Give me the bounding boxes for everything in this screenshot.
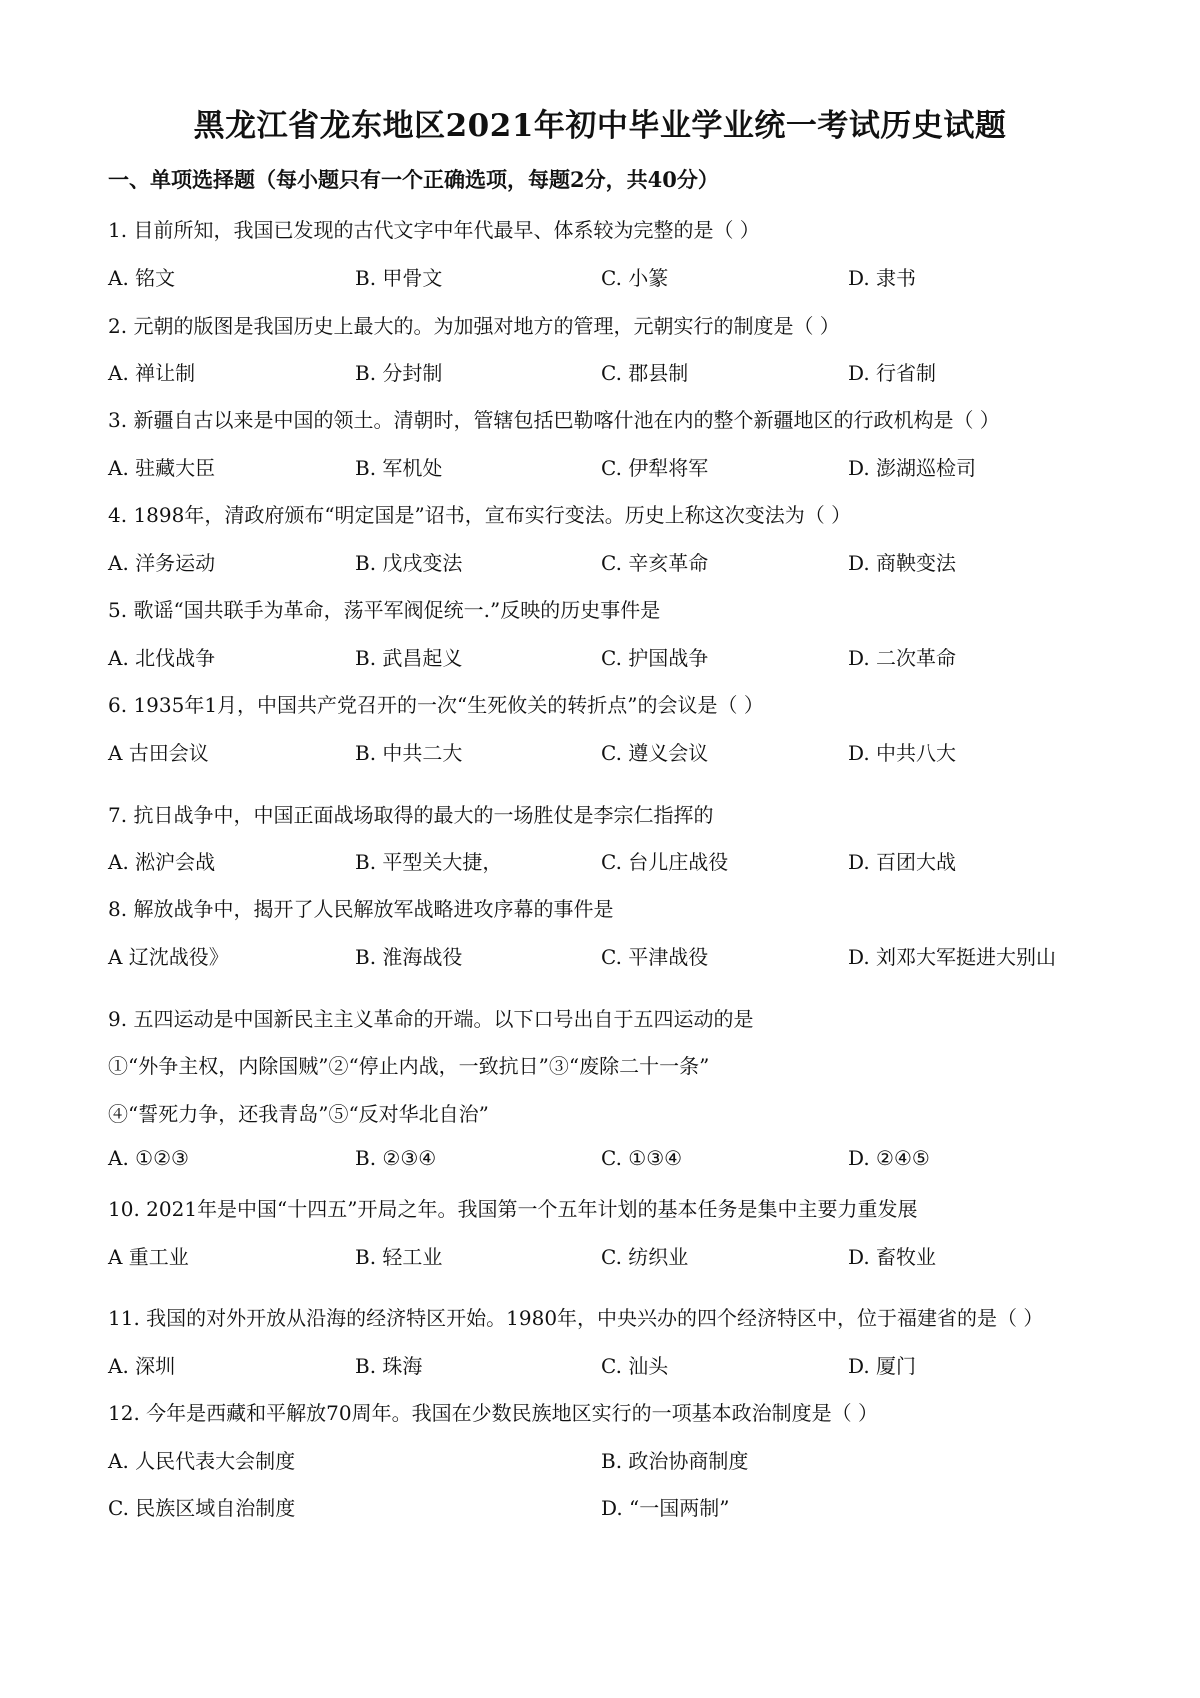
question-3-option-a: A. 驻藏大臣 bbox=[108, 456, 216, 480]
question-1-stem: 1. 目前所知，我国已发现的古代文字中年代最早、体系较为完整的是（ ） bbox=[108, 218, 760, 242]
question-6-stem: 6. 1935年1月，中国共产党召开的一次“生死攸关的转折点”的会议是（ ） bbox=[108, 693, 764, 717]
question-7-option-b: B. 平型关大捷， bbox=[355, 850, 503, 874]
question-11-stem: 11. 我国的对外开放从沿海的经济特区开始。1980年，中央兴办的四个经济特区中，位于福建省的是（ ） bbox=[108, 1306, 1044, 1330]
question-9-stem: 9. 五四运动是中国新民主主义革命的开端。以下口号出自于五四运动的是 bbox=[108, 1007, 754, 1031]
question-9-statements-line-2: ④“誓死力争，还我青岛”⑤“反对华北自治” bbox=[108, 1102, 489, 1126]
question-12-option-c: C. 民族区域自治制度 bbox=[108, 1496, 296, 1520]
question-7-stem: 7. 抗日战争中，中国正面战场取得的最大的一场胜仗是李宗仁指挥的 bbox=[108, 803, 714, 827]
question-1-option-b: B. 甲骨文 bbox=[355, 266, 443, 290]
question-9-option-a: A. ①②③ bbox=[108, 1146, 189, 1170]
question-7-option-a: A. 淞沪会战 bbox=[108, 850, 216, 874]
question-10-stem: 10. 2021年是中国“十四五”开局之年。我国第一个五年计划的基本任务是集中主要力重发展 bbox=[108, 1197, 918, 1221]
question-7-option-c: C. 台儿庄战役 bbox=[601, 850, 729, 874]
question-5-option-b: B. 武昌起义 bbox=[355, 646, 463, 670]
question-6-option-c: C. 遵义会议 bbox=[601, 741, 709, 765]
question-10-option-d: D. 畜牧业 bbox=[848, 1245, 937, 1269]
question-9-option-c: C. ①③④ bbox=[601, 1146, 683, 1170]
question-1-option-d: D. 隶书 bbox=[848, 266, 917, 290]
exam-title: 黑龙江省龙东地区2021年初中毕业学业统一考试历史试题 bbox=[193, 108, 1007, 144]
question-5-stem: 5. 歌谣“国共联手为革命，荡平军阀促统一.”反映的历史事件是 bbox=[108, 598, 661, 622]
question-6-option-d: D. 中共八大 bbox=[848, 741, 957, 765]
question-3-option-b: B. 军机处 bbox=[355, 456, 443, 480]
question-12-option-b: B. 政治协商制度 bbox=[601, 1449, 749, 1473]
question-9-option-d: D. ②④⑤ bbox=[848, 1146, 930, 1170]
question-4-stem: 4. 1898年，清政府颁布“明定国是”诏书，宣布实行变法。历史上称这次变法为（ ） bbox=[108, 503, 852, 527]
question-2-option-b: B. 分封制 bbox=[355, 361, 443, 385]
question-10-option-c: C. 纺织业 bbox=[601, 1245, 689, 1269]
question-11-option-a: A. 深圳 bbox=[108, 1354, 176, 1378]
question-4-option-d: D. 商鞅变法 bbox=[848, 551, 957, 575]
question-9-statements-line-1: ①“外争主权，内除国贼”②“停止内战，一致抗日”③“废除二十一条” bbox=[108, 1054, 710, 1078]
question-4-option-a: A. 洋务运动 bbox=[108, 551, 216, 575]
question-3-option-d: D. 澎湖巡检司 bbox=[848, 456, 977, 480]
question-4-option-b: B. 戊戌变法 bbox=[355, 551, 463, 575]
question-5-option-c: C. 护国战争 bbox=[601, 646, 709, 670]
question-8-option-a: A 辽沈战役》 bbox=[108, 945, 229, 969]
question-8-option-d: D. 刘邓大军挺进大别山 bbox=[848, 945, 1057, 969]
question-2-option-d: D. 行省制 bbox=[848, 361, 937, 385]
question-10-option-b: B. 轻工业 bbox=[355, 1245, 443, 1269]
question-12-option-d: D. “一国两制” bbox=[601, 1496, 730, 1520]
question-2-option-a: A. 禅让制 bbox=[108, 361, 196, 385]
question-8-option-c: C. 平津战役 bbox=[601, 945, 709, 969]
question-11-option-b: B. 珠海 bbox=[355, 1354, 423, 1378]
question-4-option-c: C. 辛亥革命 bbox=[601, 551, 709, 575]
question-2-option-c: C. 郡县制 bbox=[601, 361, 689, 385]
question-1-option-c: C. 小篆 bbox=[601, 266, 669, 290]
question-11-option-c: C. 汕头 bbox=[601, 1354, 669, 1378]
question-5-option-d: D. 二次革命 bbox=[848, 646, 957, 670]
question-6-option-b: B. 中共二大 bbox=[355, 741, 463, 765]
question-7-option-d: D. 百团大战 bbox=[848, 850, 957, 874]
question-11-option-d: D. 厦门 bbox=[848, 1354, 917, 1378]
question-12-option-a: A. 人民代表大会制度 bbox=[108, 1449, 296, 1473]
question-12-stem: 12. 今年是西藏和平解放70周年。我国在少数民族地区实行的一项基本政治制度是（ ） bbox=[108, 1401, 878, 1425]
question-9-option-b: B. ②③④ bbox=[355, 1146, 437, 1170]
question-3-option-c: C. 伊犁将军 bbox=[601, 456, 709, 480]
question-5-option-a: A. 北伐战争 bbox=[108, 646, 216, 670]
question-8-option-b: B. 淮海战役 bbox=[355, 945, 463, 969]
question-8-stem: 8. 解放战争中，揭开了人民解放军战略进攻序幕的事件是 bbox=[108, 897, 614, 921]
question-10-option-a: A 重工业 bbox=[108, 1245, 189, 1269]
question-3-stem: 3. 新疆自古以来是中国的领土。清朝时，管辖包括巴勒喀什池在内的整个新疆地区的行政机构是（ ） bbox=[108, 408, 1000, 432]
section-heading: 一、单项选择题（每小题只有一个正确选项，每题2分，共40分） bbox=[108, 167, 719, 192]
question-2-stem: 2. 元朝的版图是我国历史上最大的。为加强对地方的管理，元朝实行的制度是（ ） bbox=[108, 314, 840, 338]
question-1-option-a: A. 铭文 bbox=[108, 266, 176, 290]
question-6-option-a: A 古田会议 bbox=[108, 741, 209, 765]
